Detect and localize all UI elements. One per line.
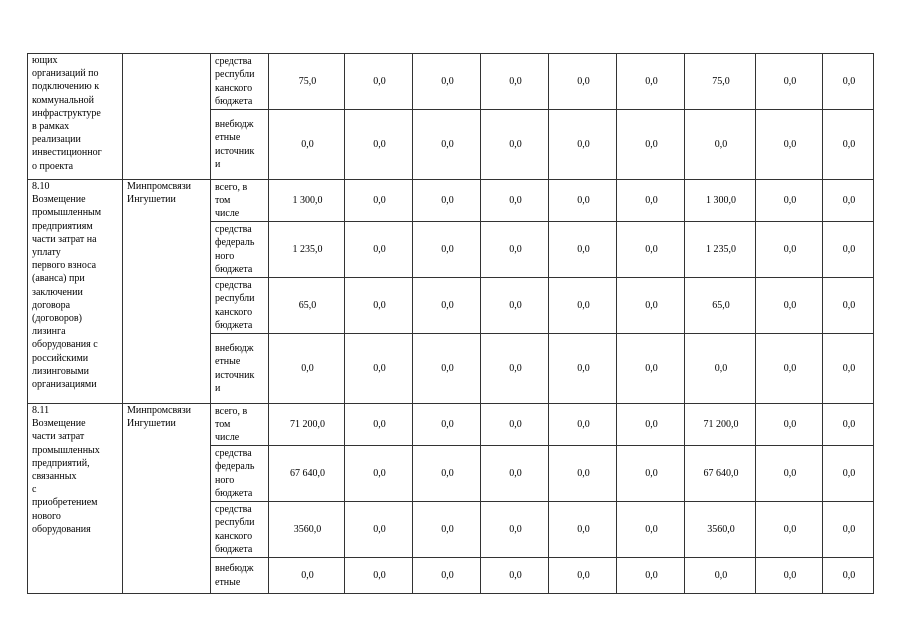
value-cell: 75,0 [685, 54, 756, 110]
value-cell: 0,0 [413, 446, 481, 502]
value-cell: 0,0 [481, 404, 549, 446]
value-cell: 0,0 [756, 54, 823, 110]
value-cell: 0,0 [549, 404, 617, 446]
organization-cell: Минпромсвязи Ингушетии [123, 404, 211, 594]
funding-source-cell: средства республи канского бюджета [211, 502, 269, 558]
value-cell: 0,0 [345, 54, 413, 110]
table-row [28, 404, 874, 446]
value-cell: 1 300,0 [685, 180, 756, 222]
measure-name-cell: 8.10 Возмещение промышленным предприятиям части затрат на уплату первого взноса (аванса) при заключении договора (договоров) лизинга оборудования с российскими лизинговыми организациями [28, 180, 123, 404]
value-cell: 0,0 [481, 278, 549, 334]
value-cell: 0,0 [549, 502, 617, 558]
value-cell: 0,0 [549, 180, 617, 222]
value-cell: 0,0 [549, 558, 617, 594]
value-cell: 0,0 [345, 334, 413, 404]
value-cell: 1 235,0 [269, 222, 345, 278]
value-cell: 0,0 [823, 558, 874, 594]
value-cell: 0,0 [617, 334, 685, 404]
funding-source-cell: всего, в том числе [211, 404, 269, 446]
value-cell: 0,0 [413, 334, 481, 404]
funding-source-cell: средства республи канского бюджета [211, 278, 269, 334]
value-cell: 0,0 [617, 180, 685, 222]
value-cell: 3560,0 [685, 502, 756, 558]
value-cell: 0,0 [481, 502, 549, 558]
funding-source-cell: внебюдж етные источник и [211, 110, 269, 180]
value-cell: 0,0 [413, 222, 481, 278]
value-cell: 0,0 [685, 110, 756, 180]
value-cell: 75,0 [269, 54, 345, 110]
value-cell: 0,0 [413, 502, 481, 558]
value-cell: 0,0 [413, 404, 481, 446]
value-cell: 0,0 [549, 334, 617, 404]
value-cell: 0,0 [413, 110, 481, 180]
value-cell: 0,0 [823, 110, 874, 180]
value-cell: 0,0 [413, 558, 481, 594]
value-cell: 0,0 [549, 222, 617, 278]
value-cell: 0,0 [413, 278, 481, 334]
value-cell: 0,0 [345, 278, 413, 334]
value-cell: 0,0 [756, 278, 823, 334]
value-cell: 0,0 [345, 404, 413, 446]
value-cell: 0,0 [617, 404, 685, 446]
value-cell: 0,0 [617, 54, 685, 110]
value-cell: 0,0 [617, 502, 685, 558]
value-cell: 0,0 [756, 558, 823, 594]
value-cell: 65,0 [685, 278, 756, 334]
value-cell: 0,0 [756, 180, 823, 222]
funding-source-cell: средства республи канского бюджета [211, 54, 269, 110]
table-row [28, 180, 874, 222]
value-cell: 0,0 [481, 110, 549, 180]
value-cell: 0,0 [481, 180, 549, 222]
value-cell: 0,0 [756, 502, 823, 558]
value-cell: 0,0 [549, 278, 617, 334]
value-cell: 0,0 [345, 446, 413, 502]
value-cell: 0,0 [413, 54, 481, 110]
value-cell: 0,0 [345, 180, 413, 222]
value-cell: 0,0 [823, 278, 874, 334]
value-cell: 0,0 [481, 558, 549, 594]
value-cell: 0,0 [549, 54, 617, 110]
value-cell: 0,0 [823, 446, 874, 502]
value-cell: 0,0 [617, 558, 685, 594]
funding-source-cell: всего, в том числе [211, 180, 269, 222]
measure-name-cell: ющих организаций по подключению к коммунальной инфраструктуре в рамках реализации инвестиционног о проекта [28, 54, 123, 180]
value-cell: 0,0 [549, 446, 617, 502]
value-cell: 0,0 [823, 334, 874, 404]
value-cell: 0,0 [823, 222, 874, 278]
value-cell: 0,0 [756, 222, 823, 278]
value-cell: 0,0 [345, 502, 413, 558]
funding-source-cell: внебюдж етные источник и [211, 334, 269, 404]
organization-cell: Минпромсвязи Ингушетии [123, 180, 211, 404]
funding-source-cell: средства федераль ного бюджета [211, 222, 269, 278]
value-cell: 0,0 [823, 502, 874, 558]
value-cell: 0,0 [549, 110, 617, 180]
value-cell: 65,0 [269, 278, 345, 334]
value-cell: 0,0 [413, 180, 481, 222]
measure-name-cell: 8.11 Возмещение части затрат промышленных предприятий, связанных с приобретением нового оборудования [28, 404, 123, 594]
budget-table [27, 53, 874, 594]
value-cell: 0,0 [756, 110, 823, 180]
value-cell: 71 200,0 [269, 404, 345, 446]
value-cell: 0,0 [823, 180, 874, 222]
value-cell: 0,0 [685, 334, 756, 404]
value-cell: 0,0 [617, 278, 685, 334]
value-cell: 1 235,0 [685, 222, 756, 278]
value-cell: 0,0 [685, 558, 756, 594]
value-cell: 67 640,0 [685, 446, 756, 502]
funding-source-cell: внебюдж етные [211, 558, 269, 594]
value-cell: 0,0 [269, 334, 345, 404]
funding-source-cell: средства федераль ного бюджета [211, 446, 269, 502]
value-cell: 0,0 [617, 446, 685, 502]
value-cell: 0,0 [269, 110, 345, 180]
value-cell: 0,0 [481, 446, 549, 502]
value-cell: 3560,0 [269, 502, 345, 558]
value-cell: 0,0 [481, 54, 549, 110]
value-cell: 67 640,0 [269, 446, 345, 502]
value-cell: 0,0 [823, 404, 874, 446]
table-row [28, 54, 874, 110]
value-cell: 0,0 [345, 558, 413, 594]
value-cell: 0,0 [617, 110, 685, 180]
value-cell: 0,0 [269, 558, 345, 594]
value-cell: 0,0 [823, 54, 874, 110]
value-cell: 0,0 [481, 334, 549, 404]
value-cell: 0,0 [756, 446, 823, 502]
organization-cell [123, 54, 211, 180]
value-cell: 0,0 [345, 222, 413, 278]
value-cell: 1 300,0 [269, 180, 345, 222]
value-cell: 0,0 [756, 334, 823, 404]
value-cell: 71 200,0 [685, 404, 756, 446]
value-cell: 0,0 [481, 222, 549, 278]
value-cell: 0,0 [345, 110, 413, 180]
value-cell: 0,0 [756, 404, 823, 446]
value-cell: 0,0 [617, 222, 685, 278]
